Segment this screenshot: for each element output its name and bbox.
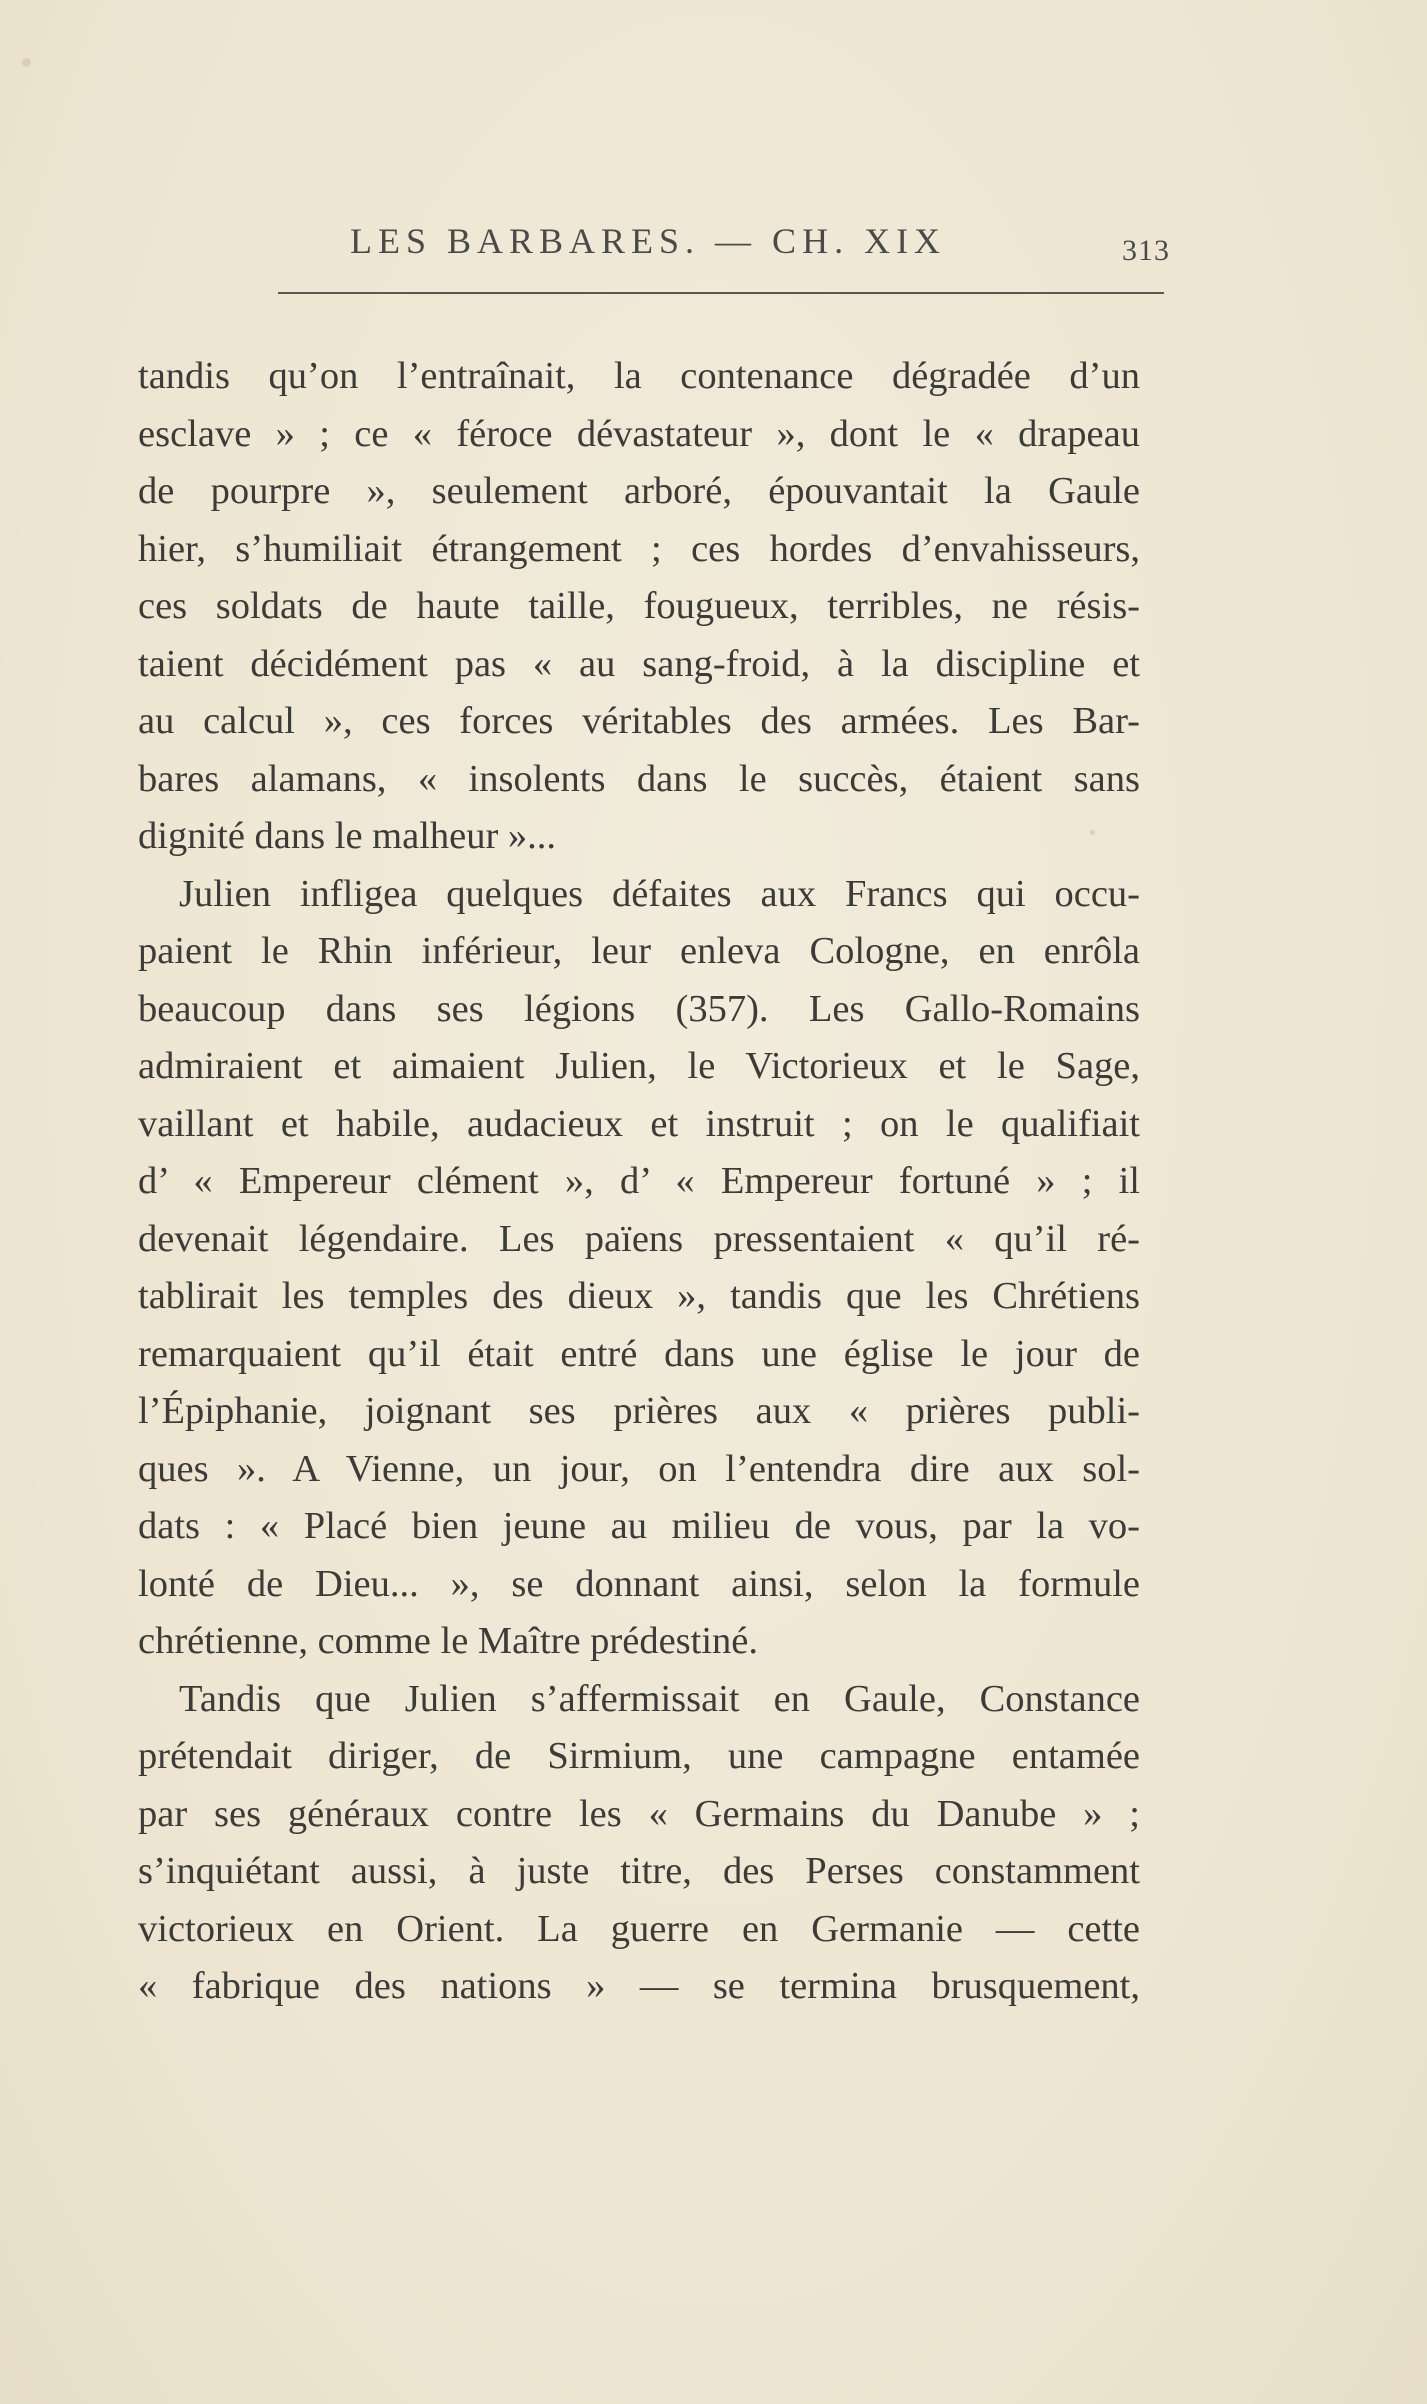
text-line: devenait légendaire. Les païens pressentaient « qu’il ré- [138, 1217, 1140, 1260]
text-line: paient le Rhin inférieur, leur enleva Cologne, en enrôla [138, 930, 1140, 972]
text-line: hier, s’humiliait étrangement ; ces hordes d’envahisseurs, [138, 527, 1140, 570]
paragraph-3 [138, 1671, 1140, 2016]
paragraph-1 [138, 348, 1140, 866]
page-header [270, 220, 1170, 270]
text-line: tablirait les temples des dieux », tandis que les Chrétiens [138, 1275, 1140, 1317]
text-line: lonté de Dieu... », se donnant ainsi, selon la formule [138, 1562, 1140, 1605]
running-head: LES BARBARES. — CH. XIX [350, 221, 947, 261]
text-line: par ses généraux contre les « Germains du Danube » ; [138, 1792, 1140, 1835]
text-line: bares alamans, « insolents dans le succès, étaient sans [138, 757, 1140, 800]
text-line: beaucoup dans ses légions (357). Les Gallo-Romains [138, 987, 1140, 1030]
text-line: prétendait diriger, de Sirmium, une campagne entamée [138, 1735, 1140, 1777]
text-line: Tandis que Julien s’affermissait en Gaule, Constance [179, 1677, 1140, 1720]
header-rule [278, 292, 1164, 294]
text-line: victorieux en Orient. La guerre en Germanie — cette [138, 1907, 1140, 1950]
text-line: remarquaient qu’il était entré dans une église le jour de [138, 1332, 1140, 1375]
text-line: dignité dans le malheur »... [138, 815, 557, 857]
text-line: taient décidément pas « au sang-froid, à la discipline et [138, 642, 1140, 685]
text-line: vaillant et habile, audacieux et instruit ; on le qualifiait [138, 1102, 1140, 1145]
body-text [138, 348, 1140, 2016]
paragraph-2 [138, 866, 1140, 1671]
text-line: dats : « Placé bien jeune au milieu de vous, par la vo- [138, 1505, 1140, 1547]
text-line: chrétienne, comme le Maître prédestiné. [138, 1620, 759, 1662]
text-line: Julien infligea quelques défaites aux Francs qui occu- [179, 872, 1140, 915]
text-line: d’ « Empereur clément », d’ « Empereur fortuné » ; il [138, 1160, 1140, 1202]
text-line: l’Épiphanie, joignant ses prières aux « prières publi- [138, 1390, 1140, 1432]
text-line: « fabrique des nations » — se termina brusquement, [138, 1965, 1140, 2007]
page-number: 313 [1122, 234, 1170, 267]
text-line: s’inquiétant aussi, à juste titre, des Perses constamment [138, 1850, 1140, 1892]
text-line: ces soldats de haute taille, fougueux, terribles, ne résis- [138, 585, 1140, 627]
text-line: ques ». A Vienne, un jour, on l’entendra dire aux sol- [138, 1447, 1140, 1490]
text-line: de pourpre », seulement arboré, épouvantait la Gaule [138, 470, 1140, 512]
text-line: tandis qu’on l’entraînait, la contenance dégradée d’un [138, 355, 1140, 397]
paper-speck [22, 58, 31, 67]
text-line: au calcul », ces forces véritables des armées. Les Bar- [138, 700, 1140, 742]
text-line: esclave » ; ce « féroce dévastateur », dont le « drapeau [138, 412, 1140, 455]
text-line: admiraient et aimaient Julien, le Victorieux et le Sage, [138, 1045, 1140, 1087]
